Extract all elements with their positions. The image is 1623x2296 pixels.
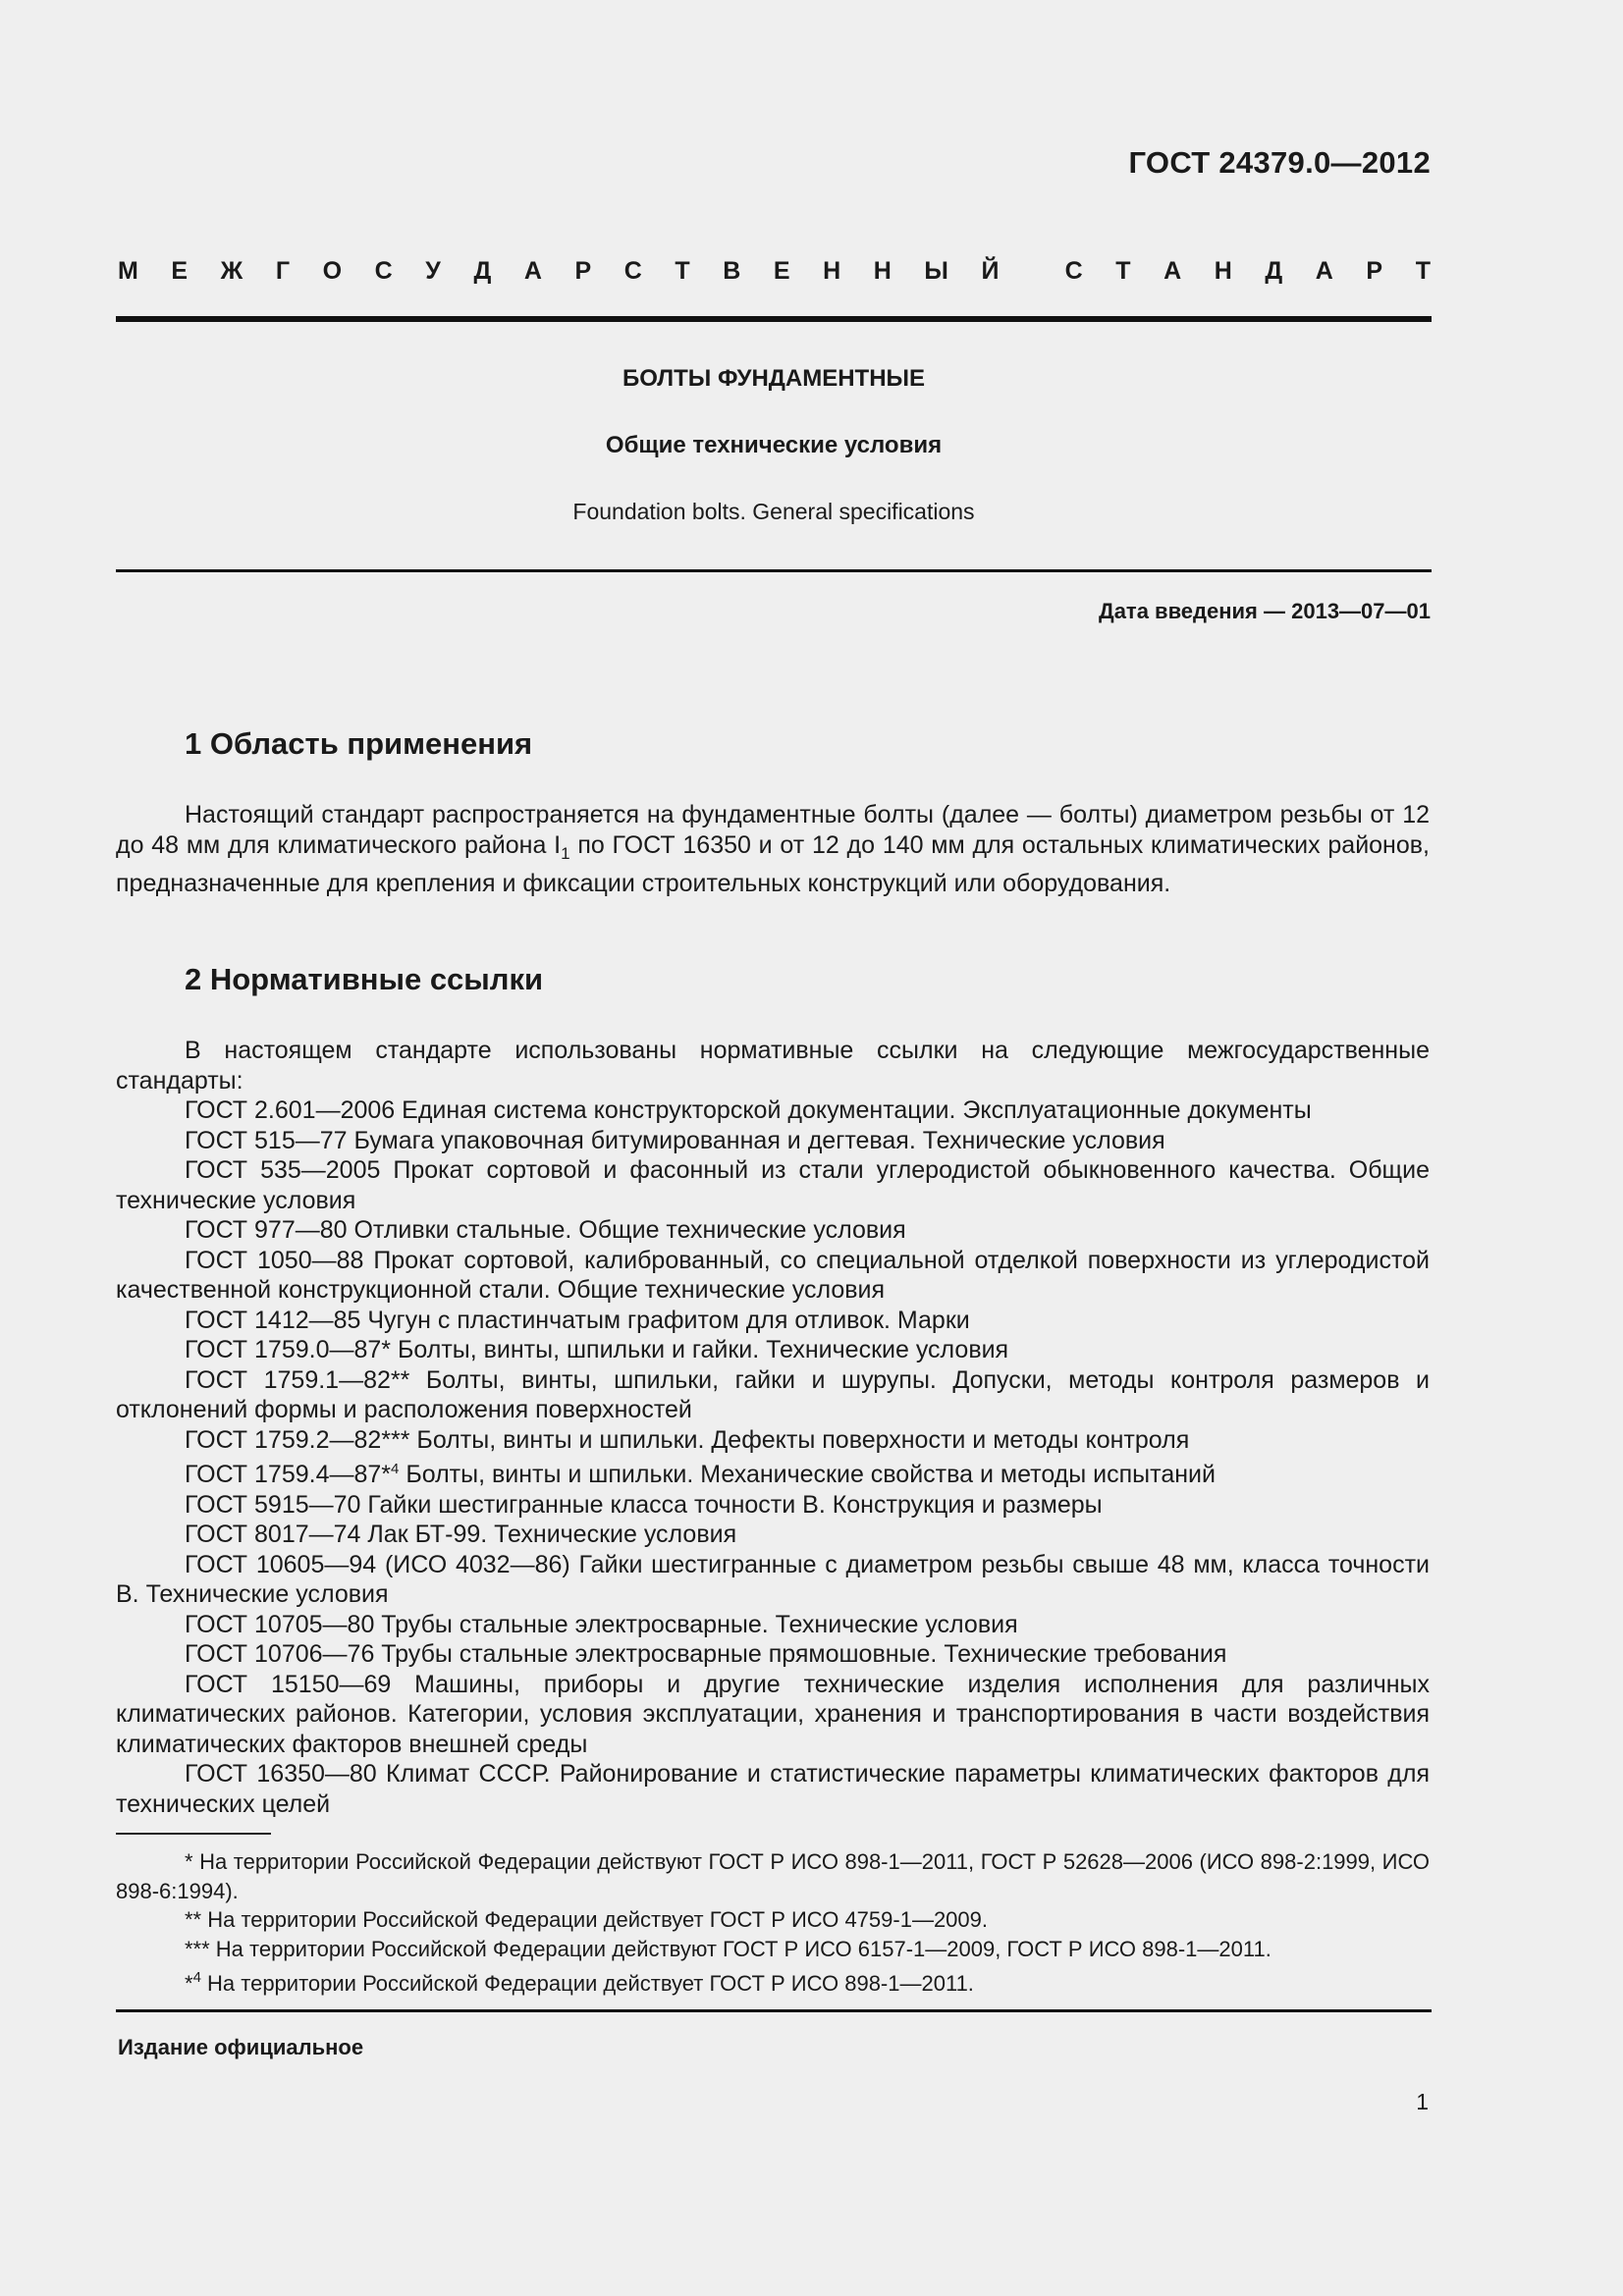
- banner-letter: Ы: [924, 257, 948, 285]
- banner-letter: О: [322, 257, 343, 285]
- banner-letter: Т: [1115, 257, 1131, 285]
- banner-letter: Т: [675, 257, 690, 285]
- footnote-mark: *: [185, 1971, 193, 1996]
- reference-item: ГОСТ 10605—94 (ИСО 4032—86) Гайки шестигранные с диаметром резьбы свыше 48 мм, класса точности В. Технические условия: [116, 1550, 1430, 1608]
- title-divider: [116, 569, 1432, 572]
- banner-letter: Е: [171, 257, 189, 285]
- banner-letter: Й: [981, 257, 1000, 285]
- reference-item: ГОСТ 8017—74 Лак БТ-99. Технические условия: [185, 1521, 737, 1548]
- banner-letter: У: [425, 257, 441, 285]
- scope-text-part: Настоящий стандарт распространяется на фундаментные болты (далее — болты) диаметром резьбы от 12 до 48 мм для климатического района I: [116, 801, 1430, 859]
- banner-letter: С: [623, 257, 642, 285]
- banner-letter: Р: [574, 257, 592, 285]
- section-heading-references: 2 Нормативные ссылки: [185, 962, 544, 996]
- footnote: * На территории Российской Федерации действуют ГОСТ Р ИСО 898-1—2011, ГОСТ Р 52628—2006 (ИСО 898-2:1999, ИСО 898-6:1994).: [116, 1849, 1430, 1903]
- banner-letter: Г: [275, 257, 291, 285]
- banner-letter: А: [523, 257, 542, 285]
- footnote-mark-superscript: 4: [192, 1969, 201, 1986]
- reference-item: [116, 1455, 1430, 1490]
- page-number: 1: [1416, 2089, 1429, 2114]
- banner-letter: С: [374, 257, 393, 285]
- header-divider: [116, 316, 1432, 322]
- reference-item: ГОСТ 16350—80 Климат СССР. Районирование и статистические параметры климатических факторов для технических целей: [116, 1760, 1430, 1818]
- climate-region-subscript: 1: [561, 843, 570, 863]
- english-title: Foundation bolts. General specifications: [572, 499, 975, 524]
- reference-item: ГОСТ 1759.2—82*** Болты, винты и шпильки. Дефекты поверхности и методы контроля: [185, 1425, 1190, 1454]
- introduction-date: Дата введения — 2013—07—01: [1099, 599, 1431, 623]
- banner-letter: Н: [823, 257, 841, 285]
- footnote-text: На территории Российской Федерации действует ГОСТ Р ИСО 898-1—2011.: [200, 1971, 974, 1996]
- banner-letter: Ж: [220, 257, 243, 285]
- banner-letter: Д: [473, 257, 492, 285]
- document-title: БОЛТЫ ФУНДАМЕНТНЫЕ: [622, 365, 926, 392]
- footnotes: [116, 1847, 1430, 1999]
- references-intro: В настоящем стандарте использованы нормативные ссылки на следующие межгосударственные стандарты:: [116, 1037, 1430, 1095]
- reference-item: ГОСТ 1759.0—87* Болты, винты, шпильки и гайки. Технические условия: [185, 1336, 1009, 1363]
- banner-letter: В: [723, 257, 741, 285]
- banner-letter: А: [1315, 257, 1333, 285]
- reference-title: Болты, винты и шпильки. Механические свойства и методы испытаний: [399, 1461, 1216, 1488]
- reference-item: ГОСТ 10705—80 Трубы стальные электросварные. Технические условия: [185, 1610, 1018, 1638]
- footer-divider: [116, 2009, 1432, 2012]
- document-subtitle: Общие технические условия: [605, 432, 943, 458]
- official-edition-label: Издание официальное: [118, 2035, 364, 2059]
- banner-letter: Н: [1214, 257, 1232, 285]
- reference-item: ГОСТ 1412—85 Чугун с пластинчатым графитом для отливок. Марки: [185, 1306, 970, 1334]
- banner-letter: А: [1163, 257, 1182, 285]
- reference-code: ГОСТ 1759.4—87*: [185, 1461, 392, 1488]
- reference-item: ГОСТ 1050—88 Прокат сортовой, калиброванный, со специальной отделкой поверхности из углеродистой качественной конструкционной стали. Общие технические условия: [116, 1246, 1430, 1304]
- banner-letter: М: [118, 257, 138, 285]
- standard-type-banner: [118, 257, 1431, 286]
- reference-item: ГОСТ 515—77 Бумага упаковочная битумированная и дегтевая. Технические условия: [185, 1126, 1165, 1154]
- scope-paragraph: [116, 800, 1430, 899]
- standard-code: ГОСТ 24379.0—2012: [1128, 145, 1431, 180]
- section-heading-scope: 1 Область применения: [185, 726, 533, 761]
- scope-text-part: по ГОСТ 16350 и от 12 до 140 мм для остальных климатических районов, предназначенные для крепления и фиксации строительных конструкций или оборудования.: [116, 830, 1430, 897]
- banner-letter: Н: [873, 257, 892, 285]
- reference-item: ГОСТ 15150—69 Машины, приборы и другие технические изделия исполнения для различных климатических районов. Категории, условия эксплуатации, хранения и транспортирования в части воздействия климатических факторов внешней среды: [116, 1670, 1430, 1758]
- banner-letter: Р: [1366, 257, 1383, 285]
- footnote: *** На территории Российской Федерации действуют ГОСТ Р ИСО 6157-1—2009, ГОСТ Р ИСО 898-1—2011.: [185, 1936, 1271, 1961]
- footnote: ** На территории Российской Федерации действует ГОСТ Р ИСО 4759-1—2009.: [185, 1907, 988, 1932]
- banner-letter: Т: [1415, 257, 1431, 285]
- banner-letter: С: [1064, 257, 1083, 285]
- banner-letter: Е: [773, 257, 790, 285]
- reference-item: ГОСТ 10706—76 Трубы стальные электросварные прямошовные. Технические требования: [185, 1640, 1227, 1668]
- reference-item: ГОСТ 5915—70 Гайки шестигранные класса точности В. Конструкция и размеры: [185, 1490, 1103, 1519]
- reference-item: ГОСТ 535—2005 Прокат сортовой и фасонный из стали углеродистой обыкновенного качества. Общие технические условия: [116, 1156, 1430, 1214]
- reference-item: ГОСТ 1759.1—82** Болты, винты, шпильки, гайки и шурупы. Допуски, методы контроля размеров и отклонений формы и расположения поверхностей: [116, 1365, 1430, 1423]
- references-list: [116, 1036, 1430, 1819]
- footnote-mark-superscript: 4: [391, 1461, 400, 1477]
- banner-letter: Д: [1265, 257, 1283, 285]
- reference-item: ГОСТ 977—80 Отливки стальные. Общие технические условия: [185, 1216, 906, 1244]
- reference-item: ГОСТ 2.601—2006 Единая система конструкторской документации. Эксплуатационные документы: [185, 1096, 1312, 1124]
- footnote: [116, 1963, 1430, 1999]
- footnote-separator: [116, 1833, 271, 1835]
